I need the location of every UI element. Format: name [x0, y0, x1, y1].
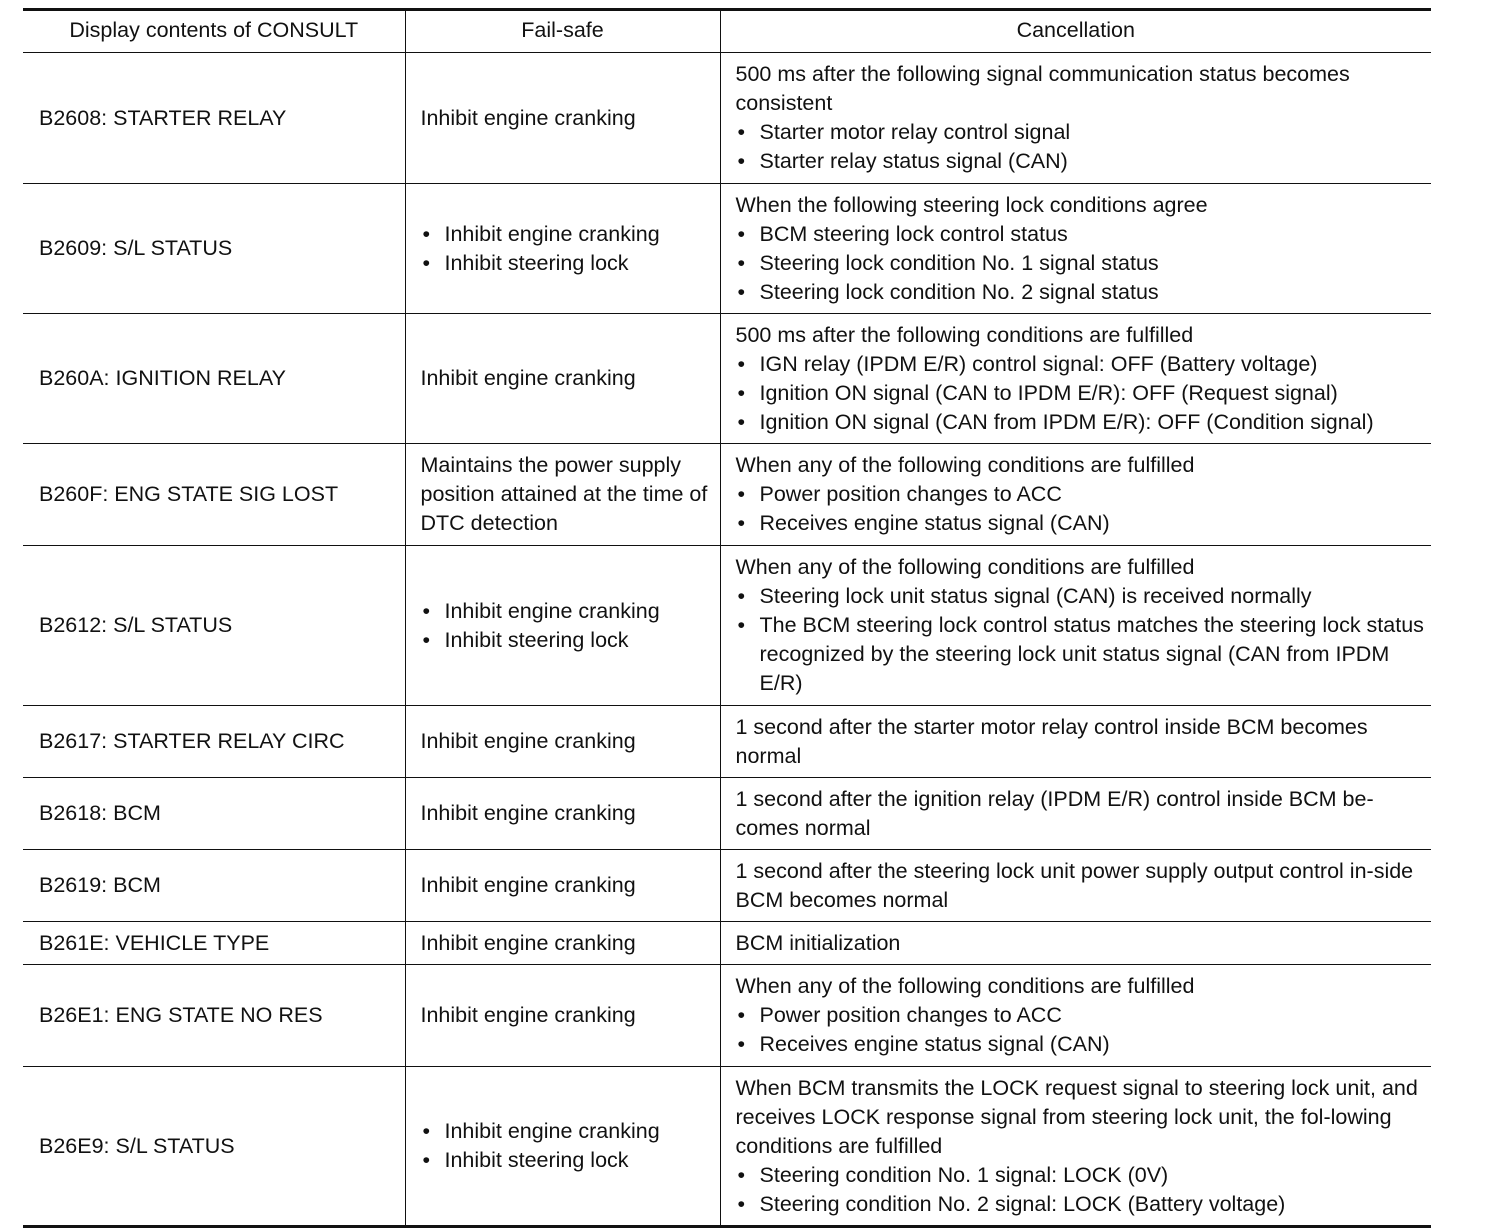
cancellation-cell: [720, 850, 1431, 922]
dtc-code-cell: B2619: BCM: [23, 850, 405, 922]
dtc-code-cell: B2608: STARTER RELAY: [23, 53, 405, 184]
dtc-code-cell: B261E: VEHICLE TYPE: [23, 922, 405, 965]
table-row: [23, 1067, 1431, 1227]
dtc-code-cell: B2609: S/L STATUS: [23, 184, 405, 314]
table-row: [23, 850, 1431, 922]
cancellation-list-item: • Ignition ON signal (CAN from IPDM E/R): OFF (Condition signal): [736, 408, 1426, 437]
table-row: [23, 546, 1431, 706]
failsafe-cell: [405, 706, 720, 778]
cancellation-list: [736, 118, 1426, 176]
cancellation-cell: [720, 1067, 1431, 1227]
failsafe-cell: [405, 1067, 720, 1227]
cancellation-text: When any of the following conditions are fulfilled: [735, 555, 1195, 579]
dtc-code-cell: B2617: STARTER RELAY CIRC: [23, 706, 405, 778]
column-header-consult: Display contents of CONSULT: [23, 10, 405, 53]
table-row: [23, 922, 1431, 965]
failsafe-text: Inhibit engine cranking: [420, 366, 636, 390]
cancellation-cell: [720, 706, 1431, 778]
failsafe-text: Inhibit engine cranking: [420, 873, 636, 897]
cancellation-text: BCM initialization: [735, 930, 901, 955]
table-row: [23, 184, 1431, 314]
cancellation-list-item: • Steering condition No. 1 signal: LOCK (0V): [736, 1161, 1426, 1190]
cancellation-list-item: • IGN relay (IPDM E/R) control signal: OFF (Battery voltage): [736, 350, 1426, 379]
failsafe-cell: [405, 184, 720, 314]
failsafe-cell: [405, 314, 720, 444]
cancellation-cell: [720, 922, 1431, 965]
failsafe-cell: [405, 444, 720, 546]
table-row: [23, 706, 1431, 778]
cancellation-list-item: • Steering lock unit status signal (CAN) is received normally: [736, 582, 1426, 611]
cancellation-list-item: • Steering lock condition No. 1 signal status: [736, 249, 1426, 278]
cancellation-text: 500 ms after the following signal communication status becomes consistent: [735, 62, 1350, 115]
header-row: [23, 10, 1431, 53]
cancellation-list-item: • Power position changes to ACC: [736, 1001, 1426, 1030]
table-body: [23, 53, 1431, 1227]
cancellation-list-item: • Receives engine status signal (CAN): [736, 1030, 1426, 1059]
cancellation-text: 1 second after the steering lock unit power supply output control in-side BCM becomes normal: [735, 858, 1414, 912]
cancellation-text: 1 second after the ignition relay (IPDM E/R) control inside BCM be-comes normal: [735, 786, 1374, 840]
cancellation-list-item: • Receives engine status signal (CAN): [736, 509, 1426, 538]
cancellation-cell: [720, 184, 1431, 314]
cancellation-list-item: • Starter relay status signal (CAN): [736, 147, 1426, 176]
failsafe-list: [421, 220, 714, 278]
failsafe-list-item: • Inhibit steering lock: [421, 249, 714, 278]
failsafe-cell: [405, 922, 720, 965]
cancellation-list-item: • Steering condition No. 2 signal: LOCK (Battery voltage): [736, 1190, 1426, 1219]
cancellation-cell: [720, 778, 1431, 850]
cancellation-text: When any of the following conditions are fulfilled: [735, 453, 1195, 477]
failsafe-list-item: • Inhibit engine cranking: [421, 597, 714, 626]
dtc-code-cell: B260F: ENG STATE SIG LOST: [23, 444, 405, 546]
cancellation-text: When the following steering lock conditions agree: [735, 192, 1208, 217]
failsafe-cell: [405, 778, 720, 850]
failsafe-text: Inhibit engine cranking: [420, 729, 636, 753]
failsafe-list-item: • Inhibit engine cranking: [421, 1117, 714, 1146]
failsafe-cell: [405, 546, 720, 706]
column-header-failsafe: Fail-safe: [405, 10, 720, 53]
cancellation-list-item: • The BCM steering lock control status matches the steering lock status recognized by the steering lock unit status signal (CAN from IPDM E/R): [736, 611, 1426, 698]
dtc-code-cell: B26E9: S/L STATUS: [23, 1067, 405, 1227]
failsafe-text: Maintains the power supply position attained at the time of DTC detection: [420, 453, 708, 535]
dtc-code-cell: B260A: IGNITION RELAY: [23, 314, 405, 444]
failsafe-list: [421, 1117, 714, 1175]
cancellation-list: [736, 1161, 1426, 1219]
failsafe-cell: [405, 850, 720, 922]
cancellation-list-item: • Steering lock condition No. 2 signal status: [736, 278, 1426, 307]
cancellation-cell: [720, 444, 1431, 546]
failsafe-list-item: • Inhibit engine cranking: [421, 220, 714, 249]
cancellation-text: 1 second after the starter motor relay control inside BCM becomes normal: [735, 714, 1368, 768]
table-row: [23, 778, 1431, 850]
failsafe-text: Inhibit engine cranking: [420, 1003, 636, 1027]
cancellation-list-item: • Starter motor relay control signal: [736, 118, 1426, 147]
failsafe-list-item: • Inhibit steering lock: [421, 1146, 714, 1175]
cancellation-cell: [720, 546, 1431, 706]
failsafe-list-item: • Inhibit steering lock: [421, 626, 714, 655]
table-row: [23, 444, 1431, 546]
cancellation-text: 500 ms after the following conditions are fulfilled: [735, 322, 1194, 347]
cancellation-text: When any of the following conditions are fulfilled: [735, 974, 1195, 998]
failsafe-text: Inhibit engine cranking: [420, 930, 636, 955]
cancellation-cell: [720, 314, 1431, 444]
cancellation-list: [736, 220, 1426, 307]
failsafe-text: Inhibit engine cranking: [420, 105, 636, 130]
cancellation-list-item: • BCM steering lock control status: [736, 220, 1426, 249]
cancellation-list: [736, 350, 1426, 437]
table-row: [23, 965, 1431, 1067]
failsafe-cell: [405, 965, 720, 1067]
cancellation-cell: [720, 965, 1431, 1067]
cancellation-list: [736, 480, 1426, 538]
table-row: [23, 53, 1431, 184]
cancellation-cell: [720, 53, 1431, 184]
dtc-code-cell: B26E1: ENG STATE NO RES: [23, 965, 405, 1067]
dtc-code-cell: B2612: S/L STATUS: [23, 546, 405, 706]
failsafe-text: Inhibit engine cranking: [420, 801, 636, 825]
table-row: [23, 314, 1431, 444]
column-header-cancellation: Cancellation: [720, 10, 1431, 53]
cancellation-list: [736, 582, 1426, 698]
cancellation-list-item: • Ignition ON signal (CAN to IPDM E/R): OFF (Request signal): [736, 379, 1426, 408]
cancellation-list: [736, 1001, 1426, 1059]
dtc-failsafe-table: [23, 8, 1431, 1228]
cancellation-list-item: • Power position changes to ACC: [736, 480, 1426, 509]
cancellation-text: When BCM transmits the LOCK request signal to steering lock unit, and receives LOCK response signal from steering lock unit, the fol-lowing conditions are fulfilled: [735, 1075, 1418, 1158]
failsafe-cell: [405, 53, 720, 184]
failsafe-list: [421, 597, 714, 655]
dtc-code-cell: B2618: BCM: [23, 778, 405, 850]
